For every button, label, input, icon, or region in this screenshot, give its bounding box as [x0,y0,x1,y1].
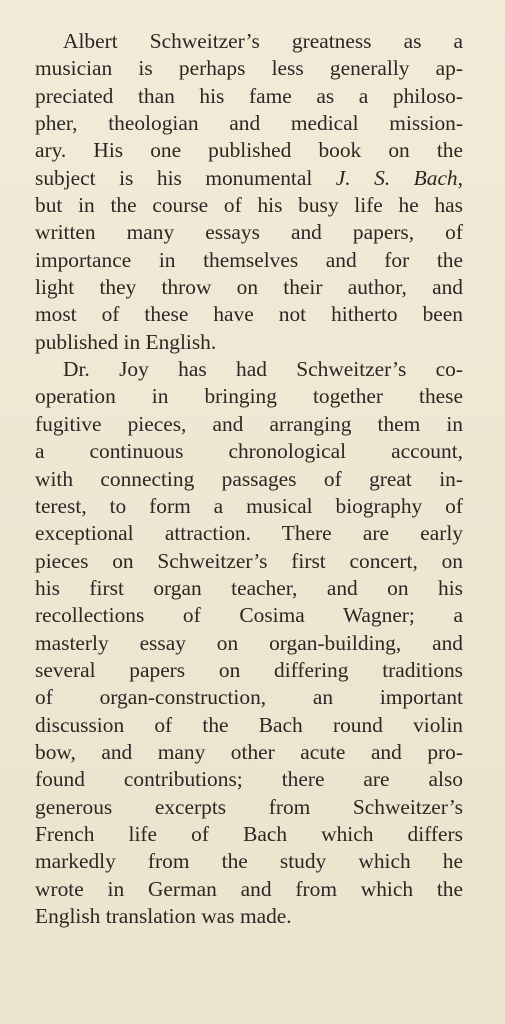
text-line: ary. His one published book on the [35,138,463,163]
text-line: but in the course of his busy life he has [35,193,463,218]
text-line: exceptional attraction. There are early [35,521,463,546]
text-line: French life of Bach which differs [35,821,463,846]
text-line: of organ-construction, an important [35,685,463,710]
text-fragment: subject is his monumental [35,165,336,190]
text-line: musician is perhaps less generally ap- [35,56,463,81]
text-line: preciated than his fame as a philoso- [35,83,463,108]
paragraph-2 [35,356,463,930]
text-line: discussion of the Bach round violin [35,712,463,737]
text-line: Dr. Joy has had Schweitzer’s co- [63,357,463,382]
text-line: bow, and many other acute and pro- [35,739,463,764]
text-line: markedly from the study which he [35,849,463,874]
text-line: his first organ teacher, and on his [35,575,463,600]
text-line: found contributions; there are also [35,767,463,792]
text-line: published in English. [35,329,217,354]
text-line: generous excerpts from Schweitzer’s [35,794,463,819]
text-line: with connecting passages of great in- [35,466,463,491]
text-line: masterly essay on organ-building, and [35,630,463,655]
paragraph-1 [35,28,463,356]
text-line: written many essays and papers, of [35,220,463,245]
text-line: wrote in German and from which the [35,876,463,901]
description-text [35,28,463,930]
text-line: English translation was made. [35,904,292,928]
text-line: a continuous chronological account, [35,439,463,464]
text-line: importance in themselves and for the [35,247,463,272]
text-line: operation in bringing together these [35,384,463,409]
text-fragment: , [457,165,463,190]
text-line [35,165,463,192]
book-title: J. S. Bach [335,165,458,190]
text-line: several papers on differing traditions [35,657,463,682]
text-line: fugitive pieces, and arranging them in [35,411,463,436]
text-line: most of these have not hitherto been [35,302,463,327]
text-line: terest, to form a musical biography of [35,493,463,518]
text-line: light they throw on their author, and [35,275,463,300]
text-line: pieces on Schweitzer’s first concert, on [35,548,463,573]
text-line: pher, theologian and medical mission- [35,111,463,136]
text-line: Albert Schweitzer’s greatness as a [63,29,463,53]
text-line: recollections of Cosima Wagner; a [35,603,463,628]
